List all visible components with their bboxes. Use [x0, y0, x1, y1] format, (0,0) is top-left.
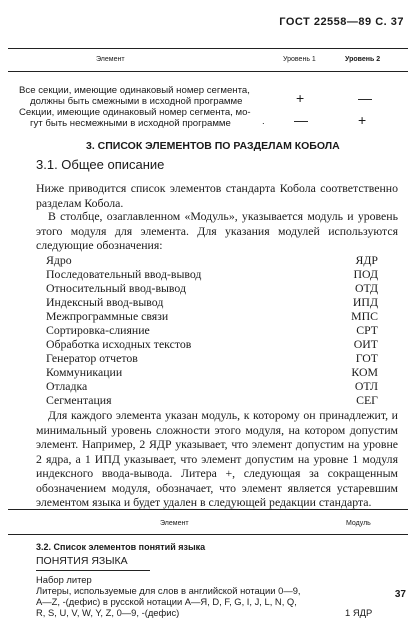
- module-name: Индексный ввод-вывод: [46, 295, 164, 309]
- module-code: СЕГ: [356, 393, 378, 407]
- top-row1-level2: —: [358, 90, 372, 106]
- module-row: [46, 253, 378, 268]
- top-table-rule-top: [8, 48, 408, 49]
- paragraph-module-column: В столбце, озаглавленном «Модуль», указывается модуль и уровень этого модуля для элемента. Для указания модулей используются следующие обозначения:: [36, 209, 398, 252]
- module-row: [46, 379, 378, 394]
- top-col-level2: Уровень 2: [345, 56, 381, 63]
- module-name: Относительный ввод-вывод: [46, 281, 186, 295]
- concepts-heading: ПОНЯТИЯ ЯЗЫКА: [36, 555, 128, 567]
- letters-line-3: R, S, U, V, W, Y, Z, 0—9, -(дефис): [36, 607, 180, 618]
- module-row: [46, 323, 378, 338]
- top-row2-level1: —: [294, 112, 308, 128]
- module-code: ИПД: [352, 295, 378, 309]
- module-name: Последовательный ввод-вывод: [46, 267, 202, 281]
- bottom-col-module: Модуль: [346, 520, 371, 527]
- module-row: [46, 337, 378, 352]
- top-row1-text1: Все секции, имеющие одинаковый номер сегмента,: [19, 85, 250, 96]
- module-row: [46, 295, 378, 310]
- module-row: [46, 365, 378, 380]
- module-name: Ядро: [46, 253, 72, 267]
- module-code: ГОТ: [355, 351, 378, 365]
- module-code: ПОД: [353, 267, 378, 281]
- module-row: [46, 281, 378, 296]
- letters-line-1: Литеры, используемые для слов в английской нотации 0—9,: [36, 585, 301, 596]
- module-name: Генератор отчетов: [46, 351, 138, 365]
- letters-line-2: А—Z, -(дефис) в русской нотации А—Я, D, F, G, I, J, L, N, Q,: [36, 596, 297, 607]
- bottom-col-element: Элемент: [160, 520, 189, 527]
- module-code: ЯДР: [355, 253, 378, 267]
- letters-module: 1 ЯДР: [345, 607, 373, 618]
- top-row1-level1: +: [296, 90, 305, 106]
- module-code: ОТД: [354, 281, 378, 295]
- module-code: ОТЛ: [354, 379, 378, 393]
- bottom-table-rule-top: [8, 509, 408, 510]
- top-row1-text2: должны быть смежными в исходной программе: [30, 96, 243, 107]
- paragraph-level-explanation: Для каждого элемента указан модуль, к которому он принадлежит, и минимальный уровень сложности этого модуля, на котором допустим элемент. Например, 2 ЯДР указывает, что элемент допустим на уровне 2 ядра, а 1 ИПД указывает, что элемент допустим на уровне 1 модуля индексного ввода-вывода. Литера +, следующая за сокращенным обозначением модуля, обозначает, что элемент является устаревшим элементом языка и будет удален в следующей редакции стандарта.: [36, 408, 398, 509]
- module-code: ОИТ: [353, 337, 378, 351]
- top-row2-text1: Секции, имеющие одинаковый номер сегмента, мо-: [19, 107, 251, 118]
- top-col-level1: Уровень 1: [283, 56, 316, 63]
- charset-label: Набор литер: [36, 574, 92, 585]
- concepts-underline: [36, 570, 150, 571]
- top-row2-text2: гут быть несмежными в исходной программе: [30, 118, 231, 129]
- top-col-element: Элемент: [96, 56, 125, 63]
- top-row2-level2: +: [358, 112, 367, 128]
- module-row: [46, 267, 378, 282]
- page-header: ГОСТ 22558—89 С. 37: [279, 16, 404, 28]
- module-name: Коммуникации: [46, 365, 123, 379]
- module-code: СРТ: [356, 323, 378, 337]
- subsection-3-1-title: 3.1. Общее описание: [36, 157, 165, 172]
- module-name: Обработка исходных текстов: [46, 337, 192, 351]
- subsection-3-2-title: 3.2. Список элементов понятий языка: [36, 542, 206, 552]
- module-name: Межпрограммные связи: [46, 309, 169, 323]
- section-3-title: 3. СПИСОК ЭЛЕМЕНТОВ ПО РАЗДЕЛАМ КОБОЛА: [86, 140, 340, 152]
- module-name: Сегментация: [46, 393, 112, 407]
- paragraph-intro: Ниже приводится список элементов стандарта Кобола соответственно разделам Кобола.: [36, 181, 398, 210]
- page-number: 37: [394, 589, 406, 600]
- bottom-table-rule-mid: [8, 534, 408, 535]
- module-code: МПС: [351, 309, 378, 323]
- top-table-rule-mid: [8, 71, 408, 72]
- module-name: Сортировка-слияние: [46, 323, 150, 337]
- module-row: [46, 309, 378, 324]
- module-row: [46, 351, 378, 366]
- module-row: [46, 393, 378, 408]
- module-code: КОМ: [351, 365, 378, 379]
- module-name: Отладка: [46, 379, 88, 393]
- top-row2-dot: .: [262, 116, 265, 127]
